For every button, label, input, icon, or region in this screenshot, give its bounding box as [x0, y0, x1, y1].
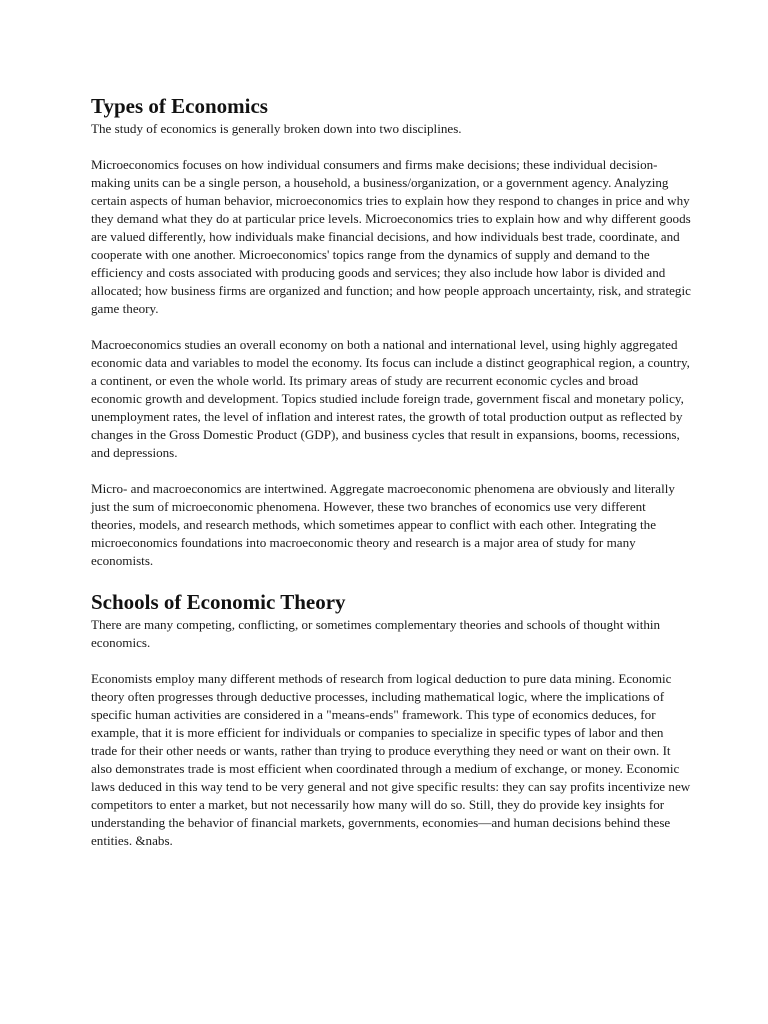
paragraph: There are many competing, conflicting, or sometimes complementary theories and schools of thought within economics.	[91, 617, 661, 650]
section-heading: Types of Economics	[91, 94, 268, 118]
paragraph: Micro- and macroeconomics are intertwined. Aggregate macroeconomic phenomena are obviously and literally just the sum of microeconomic phenomena. However, these two branches of economics use very different theories, models, and research methods, which sometimes appear to conflict with each other. Integrating the microeconomics foundations into macroeconomic theory and research is a major area of study for many economists.	[91, 481, 675, 568]
section-schools-of-economic-theory	[91, 588, 691, 850]
document-page	[91, 92, 691, 868]
section-heading: Schools of Economic Theory	[91, 590, 346, 614]
paragraph: Macroeconomics studies an overall economy on both a national and international level, using highly aggregated economic data and variables to model the economy. Its focus can include a distinct geographical region, a country, a continent, or even the whole world. Its primary areas of study are recurrent economic cycles and broad economic growth and development. Topics studied include foreign trade, government fiscal and monetary policy, unemployment rates, the level of inflation and interest rates, the growth of total production output as reflected by changes in the Gross Domestic Product (GDP), and business cycles that result in expansions, booms, recessions, and depressions.	[91, 337, 690, 460]
paragraph: Economists employ many different methods of research from logical deduction to pure data mining. Economic theory often progresses through deductive processes, including mathematical logic, where the implications of specific human activities are considered in a "means-ends" framework. This type of economics deduces, for example, that it is more efficient for individuals or companies to specialize in specific types of labor and then trade for their other needs or wants, rather than trying to produce everything they need or want on their own. It also demonstrates trade is most efficient when coordinated through a medium of exchange, or money. Economic laws deduced in this way tend to be very general and not give specific results: they can say profits incentivize new competitors to enter a market, but not necessarily how many will do so. Still, they do provide key insights for understanding the behavior of financial markets, governments, economies—and human decisions behind these entities. &nabs.	[91, 671, 691, 848]
section-types-of-economics	[91, 92, 691, 570]
paragraph: The study of economics is generally broken down into two disciplines.	[91, 121, 462, 136]
paragraph: Microeconomics focuses on how individual consumers and firms make decisions; these individual decision-making units can be a single person, a household, a business/organization, or a government agency. Analyzing certain aspects of human behavior, microeconomics tries to explain how they respond to changes in price and why they demand what they do at particular price levels. Microeconomics tries to explain how and why different goods are valued differently, how individuals make financial decisions, and how individuals best trade, coordinate, and cooperate with one another. Microeconomics' topics range from the dynamics of supply and demand to the efficiency and costs associated with producing goods and services; they also include how labor is divided and allocated; how business firms are organized and function; and how people approach uncertainty, risk, and strategic game theory.	[91, 157, 691, 316]
